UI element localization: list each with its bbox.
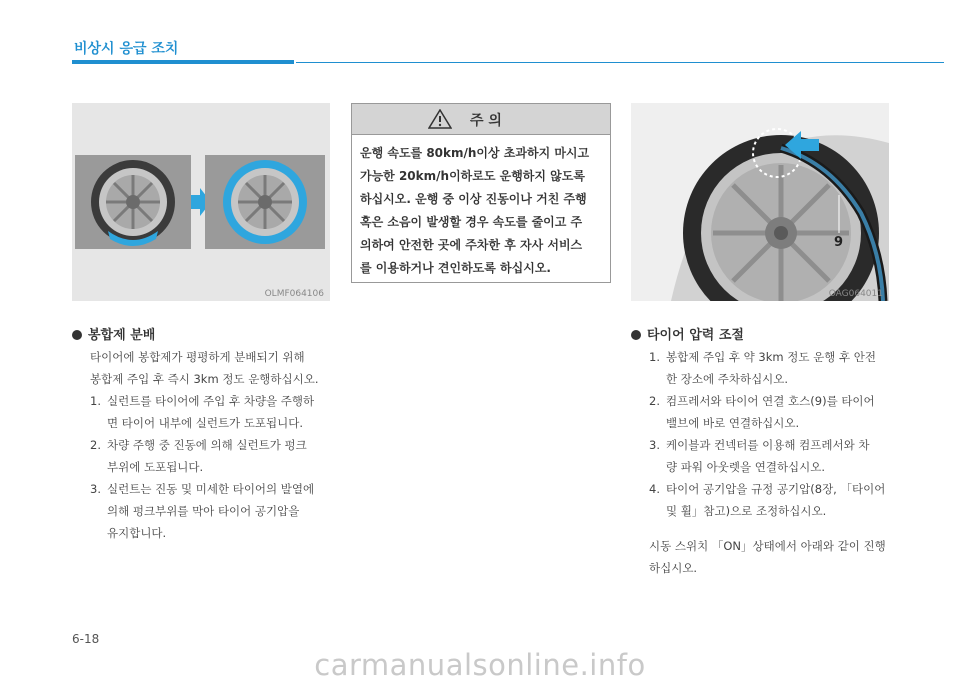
caution-title: 주 의 <box>470 113 502 129</box>
section-title-pressure <box>631 324 744 343</box>
caution-text <box>352 135 610 280</box>
list-number: 2. <box>90 438 101 452</box>
section-header: 비상시 응급 조치 <box>74 41 179 57</box>
watermark: carmanualsonline.info <box>314 648 646 682</box>
list-item <box>649 434 885 478</box>
text-line: 한 장소에 주차하십시오. <box>666 372 789 386</box>
text-line: 케이블과 컨넥터를 이용해 컴프레서와 차 <box>666 438 870 452</box>
text-line: 차량 주행 중 진동에 의해 실런트가 펑크 <box>107 438 307 452</box>
caution-line: 의하여 안전한 곳에 주차한 후 자사 서비스 <box>360 238 583 252</box>
bullet-icon <box>72 330 82 340</box>
caution-line: 를 이용하거나 견인하도록 하십시오. <box>360 261 551 275</box>
caution-line: 운행 속도를 80km/h이상 초과하지 마시고 <box>360 146 590 160</box>
caution-line: 하십시오. 운행 중 이상 진동이나 거친 주행 <box>360 192 587 206</box>
list-number: 3. <box>90 482 101 496</box>
pressure-steps <box>649 346 885 522</box>
text-line: 봉합제 주입 후 약 3km 정도 운행 후 안전 <box>666 350 876 364</box>
figure-code: OAG064011 <box>828 289 883 299</box>
text-line: 타이어에 봉합제가 평평하게 분배되기 위해 <box>90 350 305 364</box>
caution-line: 가능한 20km/h이하로도 운행하지 않도록 <box>360 169 585 183</box>
warning-triangle-icon <box>428 109 452 129</box>
callout-number: 9 <box>834 235 844 250</box>
text-line: 실런트를 타이어에 주입 후 차량을 주행하 <box>107 394 315 408</box>
figure-code: OLMF064106 <box>264 289 324 299</box>
caution-box <box>351 103 611 283</box>
sealant-intro <box>90 346 319 390</box>
list-item <box>90 390 314 434</box>
text-line: 의해 펑크부위를 막아 타이어 공기압을 <box>107 504 300 518</box>
text-line: 밸브에 바로 연결하십시오. <box>666 416 800 430</box>
sealant-distribution-figure <box>72 103 330 301</box>
sealant-steps <box>90 390 314 544</box>
list-number: 2. <box>649 394 660 408</box>
list-number: 4. <box>649 482 660 496</box>
section-title-sealant <box>72 324 155 343</box>
caution-header <box>352 104 610 135</box>
caution-line: 혹은 소음이 발생할 경우 속도를 줄이고 주 <box>360 215 583 229</box>
list-number: 1. <box>90 394 101 408</box>
page-number: 6-18 <box>72 632 100 646</box>
hose-to-valve-illustration <box>631 103 889 301</box>
text-line: 시동 스위치 「ON」상태에서 아래와 같이 진행 <box>649 539 886 553</box>
text-line: 하십시오. <box>649 561 698 575</box>
bullet-icon <box>631 330 641 340</box>
text-line: 유지합니다. <box>107 526 167 540</box>
header-rule-thin <box>296 62 944 63</box>
list-item <box>649 346 885 390</box>
sealant-tire-illustration <box>72 103 330 301</box>
text-line: 봉합제 주입 후 즉시 3km 정도 운행하십시오. <box>90 372 319 386</box>
text-line: 타이어 공기압을 규정 공기압(8장, 「타이어 <box>666 482 886 496</box>
header-rule-thick <box>72 60 294 64</box>
text-line: 면 타이어 내부에 실런트가 도포됩니다. <box>107 416 304 430</box>
text-line: 량 파워 아웃렛을 연결하십시오. <box>666 460 826 474</box>
pressure-outro <box>649 535 886 579</box>
text-line: 및 휠」참고)으로 조정하십시오. <box>666 504 827 518</box>
section-title-text: 타이어 압력 조절 <box>647 328 744 343</box>
list-number: 1. <box>649 350 660 364</box>
list-item <box>90 434 314 478</box>
text-line: 부위에 도포됩니다. <box>107 460 204 474</box>
list-item <box>649 390 885 434</box>
text-line: 실런트는 진동 및 미세한 타이어의 발열에 <box>107 482 315 496</box>
compressor-hose-figure <box>631 103 889 301</box>
text-line: 컴프레서와 타이어 연결 호스(9)를 타이어 <box>666 394 875 408</box>
section-title-text: 봉합제 분배 <box>88 328 156 343</box>
list-item <box>649 478 885 522</box>
list-item <box>90 478 314 544</box>
list-number: 3. <box>649 438 660 452</box>
